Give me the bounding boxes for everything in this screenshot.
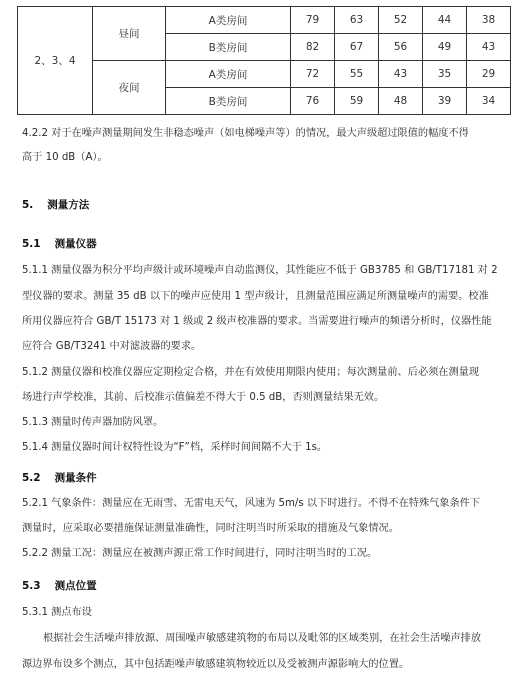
value-cell: 55: [335, 61, 379, 88]
subsection-number: 5.2: [22, 472, 41, 484]
clause-5-1-1-line: 5.1.1 测量仪器为积分平均声级计或环境噪声自动监测仪，其性能应不低于 GB3785 和 GB/T17181 对 2: [22, 265, 498, 276]
subsection-number: 5.1: [22, 238, 41, 250]
value-cell: 43: [467, 34, 511, 61]
value-cell: 35: [423, 61, 467, 88]
value-cell: 63: [335, 7, 379, 34]
subsection-number: 5.3: [22, 580, 41, 592]
subsection-title: 测量仪器: [54, 238, 97, 250]
value-cell: 59: [335, 88, 379, 115]
room-type-cell: A类房间: [166, 61, 291, 88]
table-row: [18, 7, 511, 34]
room-type-cell: B类房间: [166, 88, 291, 115]
value-cell: 82: [291, 34, 335, 61]
value-cell: 48: [379, 88, 423, 115]
clause-5-2-2: 5.2.2 测量工况：测量应在被测声源正常工作时间进行，同时注明当时的工况。: [22, 548, 378, 559]
clause-5-1-2-line: 场进行声学校准，其前、后校准示值偏差不得大于 0.5 dB，否则测量结果无效。: [22, 392, 385, 403]
clause-5-1-2-line: 5.1.2 测量仪器和校准仪器应定期检定合格，并在有效使用期限内使用；每次测量前、后必须在测量现: [22, 367, 480, 378]
clause-5-1-4: 5.1.4 测量仪器时间计权特性设为“F”档，采样时间间隔不大于 1s。: [22, 442, 328, 453]
value-cell: 52: [379, 7, 423, 34]
value-cell: 56: [379, 34, 423, 61]
section-title: 测量方法: [47, 199, 90, 211]
clause-5-2-1-line: 5.2.1 气象条件：测量应在无雨雪、无雷电天气，风速为 5m/s 以下时进行。不得不在特殊气象条件下: [22, 498, 481, 509]
clause-5-1-1-line: 应符合 GB/T3241 中对滤波器的要求。: [22, 341, 202, 352]
subsection-heading: [22, 236, 97, 251]
value-cell: 29: [467, 61, 511, 88]
clause-5-1-1-line: 型仪器的要求。测量 35 dB 以下的噪声应使用 1 型声级计，且测量范围应满足所测量噪声的需要。校准: [22, 291, 489, 302]
period-cell-day: 昼间: [93, 7, 166, 61]
value-cell: 72: [291, 61, 335, 88]
clause-5-3-1: 5.3.1 测点布设: [22, 607, 92, 618]
clause-5-3-1-body-line: 根据社会生活噪声排放源、周围噪声敏感建筑物的布局以及毗邻的区域类别，在社会生活噪声排放: [43, 633, 482, 644]
noise-limit-table: [17, 6, 511, 115]
subsection-heading: [22, 578, 97, 593]
value-cell: 38: [467, 7, 511, 34]
value-cell: 44: [423, 7, 467, 34]
value-cell: 79: [291, 7, 335, 34]
clause-4-2-2-line: 高于 10 dB（A）。: [22, 152, 108, 163]
subsection-title: 测点位置: [54, 580, 97, 592]
clause-4-2-2-line: 4.2.2 对于在噪声测量期间发生非稳态噪声（如电梯噪声等）的情况，最大声级超过限值的幅度不得: [22, 128, 469, 139]
room-type-cell: A类房间: [166, 7, 291, 34]
value-cell: 34: [467, 88, 511, 115]
value-cell: 49: [423, 34, 467, 61]
subsection-heading: [22, 470, 97, 485]
region-class-cell: 2、3、4: [18, 7, 93, 115]
value-cell: 39: [423, 88, 467, 115]
value-cell: 76: [291, 88, 335, 115]
clause-5-1-1-line: 所用仪器应符合 GB/T 15173 对 1 级或 2 级声校准器的要求。当需要进行噪声的频谱分析时，仪器性能: [22, 316, 492, 327]
value-cell: 67: [335, 34, 379, 61]
clause-5-2-1-line: 测量时，应采取必要措施保证测量准确性，同时注明当时所采取的措施及气象情况。: [22, 523, 399, 534]
clause-5-1-3: 5.1.3 测量时传声器加防风罩。: [22, 417, 164, 428]
section-heading: [22, 197, 89, 212]
section-number: 5.: [22, 199, 34, 211]
subsection-title: 测量条件: [54, 472, 97, 484]
clause-5-3-1-body-line: 源边界布设多个测点，其中包括距噪声敏感建筑物较近以及受被测声源影响大的位置。: [22, 659, 410, 670]
value-cell: 43: [379, 61, 423, 88]
period-cell-night: 夜间: [93, 61, 166, 115]
room-type-cell: B类房间: [166, 34, 291, 61]
